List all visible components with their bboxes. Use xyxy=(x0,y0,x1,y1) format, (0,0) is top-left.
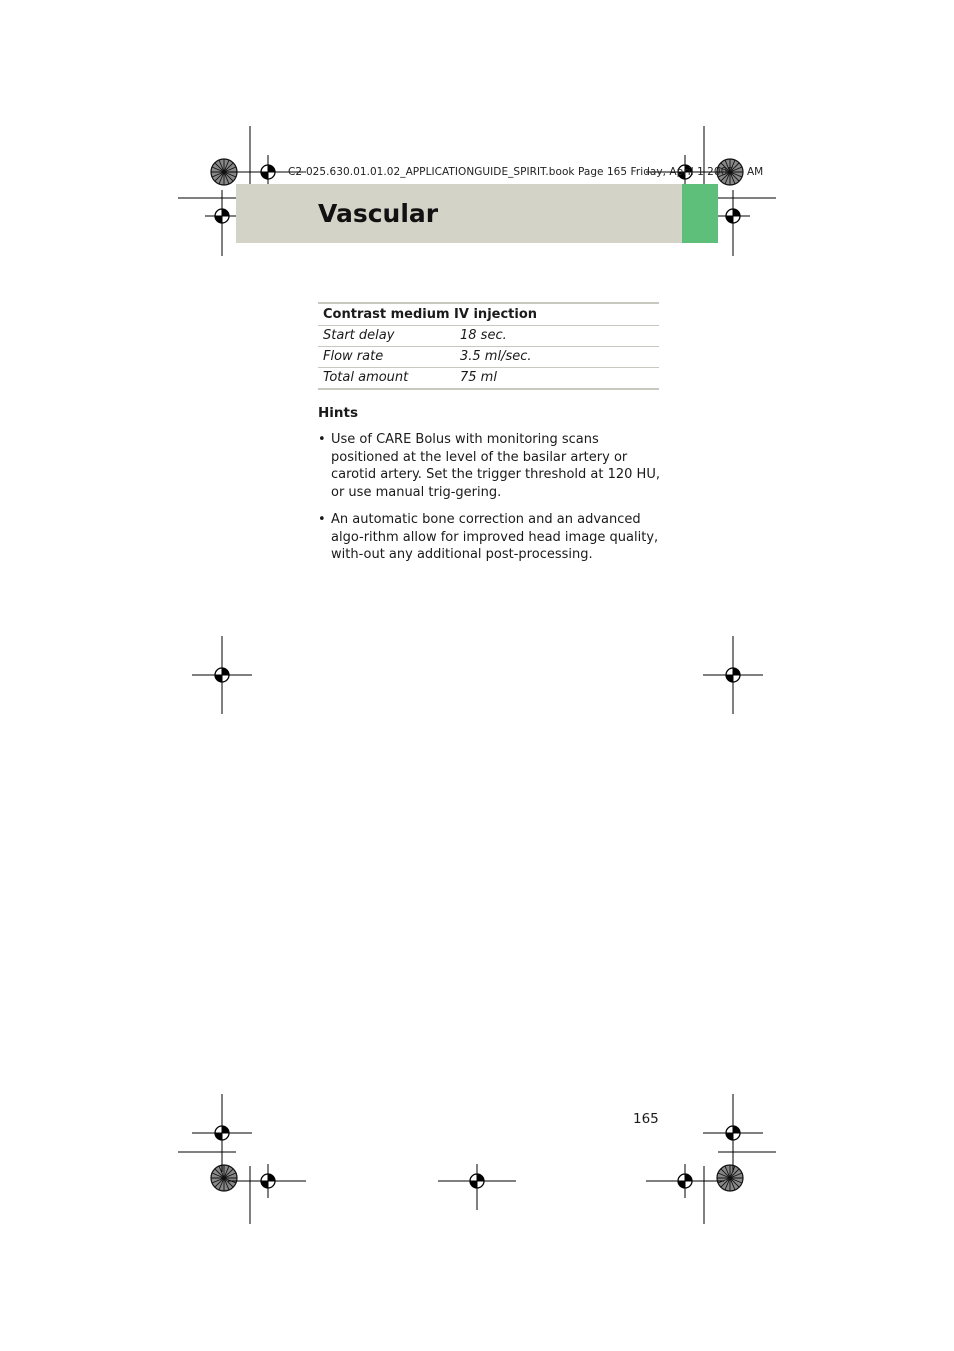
table-header-row xyxy=(318,303,659,326)
row-label: Total amount xyxy=(318,368,455,390)
table-title: Contrast medium IV injection xyxy=(318,303,659,326)
bullet-icon: • xyxy=(318,511,326,527)
list-item xyxy=(318,511,663,564)
print-slug-suffix: AM xyxy=(747,166,764,178)
table-row xyxy=(318,347,659,368)
header-band xyxy=(236,184,682,243)
row-value: 3.5 ml/sec. xyxy=(455,347,659,368)
row-label: Start delay xyxy=(318,326,455,347)
list-item xyxy=(318,431,663,502)
starburst-target-icon xyxy=(211,1165,237,1191)
chapter-tab xyxy=(682,184,718,243)
hint-text: Use of CARE Bolus with monitoring scans positioned at the level of the basilar artery or carotid artery. Set the trigger threshold at 120 HU, or use manual trig-gering. xyxy=(331,432,660,501)
print-slug: C2-025.630.01.01.02_APPLICATIONGUIDE_SPIRIT.book Page 165 Friday, April 1 2005 xyxy=(288,166,735,178)
row-value: 18 sec. xyxy=(455,326,659,347)
table-row xyxy=(318,326,659,347)
injection-parameters-table xyxy=(318,302,659,390)
hint-text: An automatic bone correction and an advanced algo-rithm allow for improved head image quality, with-out any additional post-processing. xyxy=(331,511,659,563)
page-title: Vascular xyxy=(318,199,439,228)
page-number: 165 xyxy=(633,1111,659,1127)
row-label: Flow rate xyxy=(318,347,455,368)
hints-list xyxy=(318,431,663,573)
row-value: 75 ml xyxy=(455,368,659,390)
bullet-icon: • xyxy=(318,432,326,447)
table-row xyxy=(318,368,659,390)
starburst-target-icon xyxy=(717,1165,743,1191)
hints-heading: Hints xyxy=(318,405,359,421)
